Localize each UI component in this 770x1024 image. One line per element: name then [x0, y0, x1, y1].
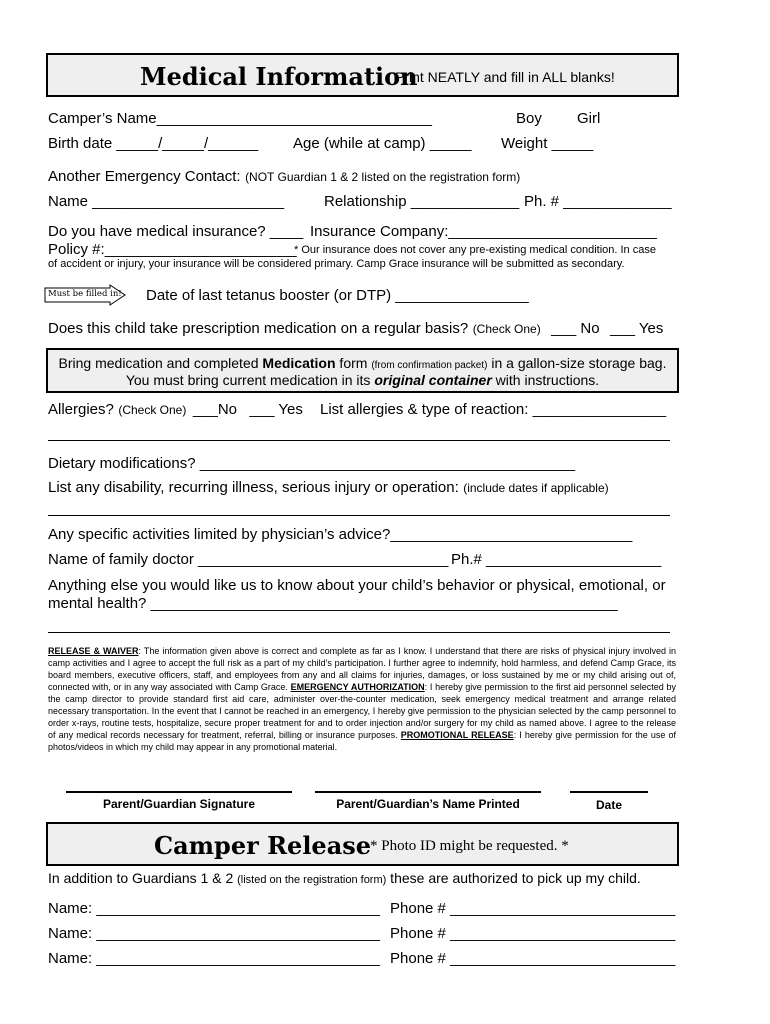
medication-box: [46, 348, 679, 393]
medication-text-c: form: [335, 355, 372, 371]
camper-release-box: [46, 822, 679, 866]
birth-date-field[interactable]: Birth date _____/_____/______: [48, 135, 259, 152]
allergies-list-field[interactable]: List allergies & type of reaction: ________________: [320, 401, 667, 418]
pickup-name-1[interactable]: Name: __________________________________: [48, 900, 380, 917]
prescription-yes[interactable]: ___ Yes: [610, 320, 664, 337]
release-intro-c: these are authorized to pick up my child.: [386, 870, 641, 886]
emergency-authorization-body: : I hereby give permission to the first aid personnel selected by the camp director to provide standard first aid care, administer over-the-counter medication, seek emergency medical treatment and arrange related necessary transportation. In the event that I cannot be reached in an emergency, I hereby give permission to the physician selected by the camp personnel to order x-rays, routine tests, hospitalize, secure proper treatment for and to order injection and/or surgery for my child as named above. I agree to the release of any medical records necessary for treatment, referral, billing or insurance purposes.: [48, 682, 676, 740]
policy-field[interactable]: Policy #:_______________________: [48, 241, 297, 258]
doctor-name-field[interactable]: Name of family doctor ______________________________: [48, 551, 449, 568]
anything-else-question: Anything else you would like us to know about your child’s behavior or physical, emotional, or: [48, 577, 666, 594]
activities-field[interactable]: Any specific activities limited by physician’s advice?_____________________________: [48, 526, 633, 543]
pickup-name-3[interactable]: Name: __________________________________: [48, 950, 380, 967]
pickup-phone-1[interactable]: Phone # ___________________________: [390, 900, 676, 917]
disability-line[interactable]: [48, 515, 670, 516]
date-line[interactable]: [570, 791, 648, 793]
medication-form-name: Medication: [262, 355, 336, 371]
insurance-company-field[interactable]: Insurance Company:_________________________: [310, 223, 657, 240]
prescription-no[interactable]: ___ No: [551, 320, 600, 337]
photo-id-note: * Photo ID might be requested. *: [370, 838, 569, 854]
parent-name-line[interactable]: [315, 791, 541, 793]
original-container-text: original container: [374, 372, 492, 388]
medication-text-a: Bring medication and completed: [58, 355, 263, 371]
header-box: [46, 53, 679, 97]
must-fill-label: Must be filled in!: [48, 289, 122, 299]
girl-option[interactable]: Girl: [577, 110, 601, 127]
allergies-extra-line[interactable]: [48, 440, 670, 441]
insurance-note-line1: * Our insurance does not cover any pre-existing medical condition. In case: [294, 244, 656, 256]
boy-option[interactable]: Boy: [516, 110, 542, 127]
allergies-row: [48, 401, 303, 419]
parent-name-label: Parent/Guardian’s Name Printed: [336, 797, 520, 811]
medication-line2: [48, 372, 677, 388]
release-waiver-body: : The information given above is correct and complete as far as I know. I understand that there are risks of physical injury involved in camp activities and I agree to accept the full risk as a part of my child’s participation. I further agree to indemnify, hold harmless, and defend Camp Grace, its board members, executive officers, staff, and employees from any and all claims for injuries, damages, or loss sustained by me or my child arising out of, connected with, or in any way associated with Camp Grace.: [48, 646, 676, 692]
prescription-row: [48, 320, 663, 338]
age-field[interactable]: Age (while at camp) _____: [293, 135, 472, 152]
must-fill-arrow: [44, 284, 126, 306]
promotional-release-title: PROMOTIONAL RELEASE: [400, 730, 514, 740]
camper-release-title: Camper Release: [154, 831, 372, 860]
medication-text-e: in a gallon-size storage bag.: [487, 355, 667, 371]
waiver-text: [48, 645, 676, 753]
dietary-field[interactable]: Dietary modifications? _____________________________________________: [48, 455, 576, 472]
camper-name-field[interactable]: Camper’s Name_________________________________: [48, 110, 432, 127]
prescription-question: Does this child take prescription medication on a regular basis?: [48, 320, 469, 337]
parent-signature-line[interactable]: [66, 791, 292, 793]
mental-health-field[interactable]: mental health? ________________________________________________________: [48, 595, 618, 612]
emergency-relationship-field[interactable]: Relationship _____________: [324, 193, 520, 210]
medication-line1: [48, 355, 677, 371]
emergency-label: Another Emergency Contact:: [48, 168, 241, 185]
emergency-authorization-title: EMERGENCY AUTHORIZATION: [290, 682, 425, 692]
release-intro-a: In addition to Guardians 1 & 2: [48, 870, 238, 886]
medication-text-g: with instructions.: [491, 372, 600, 388]
page-title: Medical Information: [140, 62, 418, 91]
allergies-label: Allergies?: [48, 401, 114, 418]
allergies-no[interactable]: ___No: [192, 401, 238, 418]
prescription-check-note: (Check One): [472, 322, 541, 336]
date-label: Date: [595, 798, 622, 812]
doctor-phone-field[interactable]: Ph.# _____________________: [451, 551, 662, 568]
parent-signature-label: Parent/Guardian Signature: [102, 797, 256, 811]
pickup-phone-2[interactable]: Phone # ___________________________: [390, 925, 676, 942]
insurance-note-line2: of accident or injury, your insurance will be considered primary. Camp Grace insurance will be submitted as secondary.: [48, 258, 625, 270]
emergency-note: (NOT Guardian 1 & 2 listed on the registration form): [245, 170, 521, 184]
promotional-release-body: : I hereby give permission for the use of photos/videos in which my child may appear in any promotional material.: [48, 730, 676, 752]
disability-label: List any disability, recurring illness, serious injury or operation:: [48, 479, 459, 496]
emergency-name-field[interactable]: Name _______________________: [48, 193, 285, 210]
release-intro: [48, 870, 641, 888]
header-instruction: Print NEATLY and fill in ALL blanks!: [395, 69, 615, 85]
emergency-contact-heading: [48, 168, 520, 186]
pickup-name-2[interactable]: Name: __________________________________: [48, 925, 380, 942]
allergies-yes[interactable]: ___ Yes: [249, 401, 303, 418]
anything-else-line[interactable]: [48, 632, 670, 633]
tetanus-field[interactable]: Date of last tetanus booster (or DTP) ________________: [146, 287, 529, 304]
pickup-phone-3[interactable]: Phone # ___________________________: [390, 950, 676, 967]
weight-field[interactable]: Weight _____: [501, 135, 594, 152]
disability-row: [48, 479, 609, 497]
insurance-question[interactable]: Do you have medical insurance? ____: [48, 223, 304, 240]
medication-text-f: You must bring current medication in its: [125, 372, 375, 388]
disability-note: (include dates if applicable): [463, 481, 609, 495]
allergies-check-note: (Check One): [118, 403, 187, 417]
release-waiver-title: RELEASE & WAIVER: [48, 646, 139, 656]
medication-text-d: (from confirmation packet): [371, 360, 488, 371]
emergency-phone-field[interactable]: Ph. # _____________: [524, 193, 672, 210]
release-intro-b: (listed on the registration form): [237, 874, 387, 886]
